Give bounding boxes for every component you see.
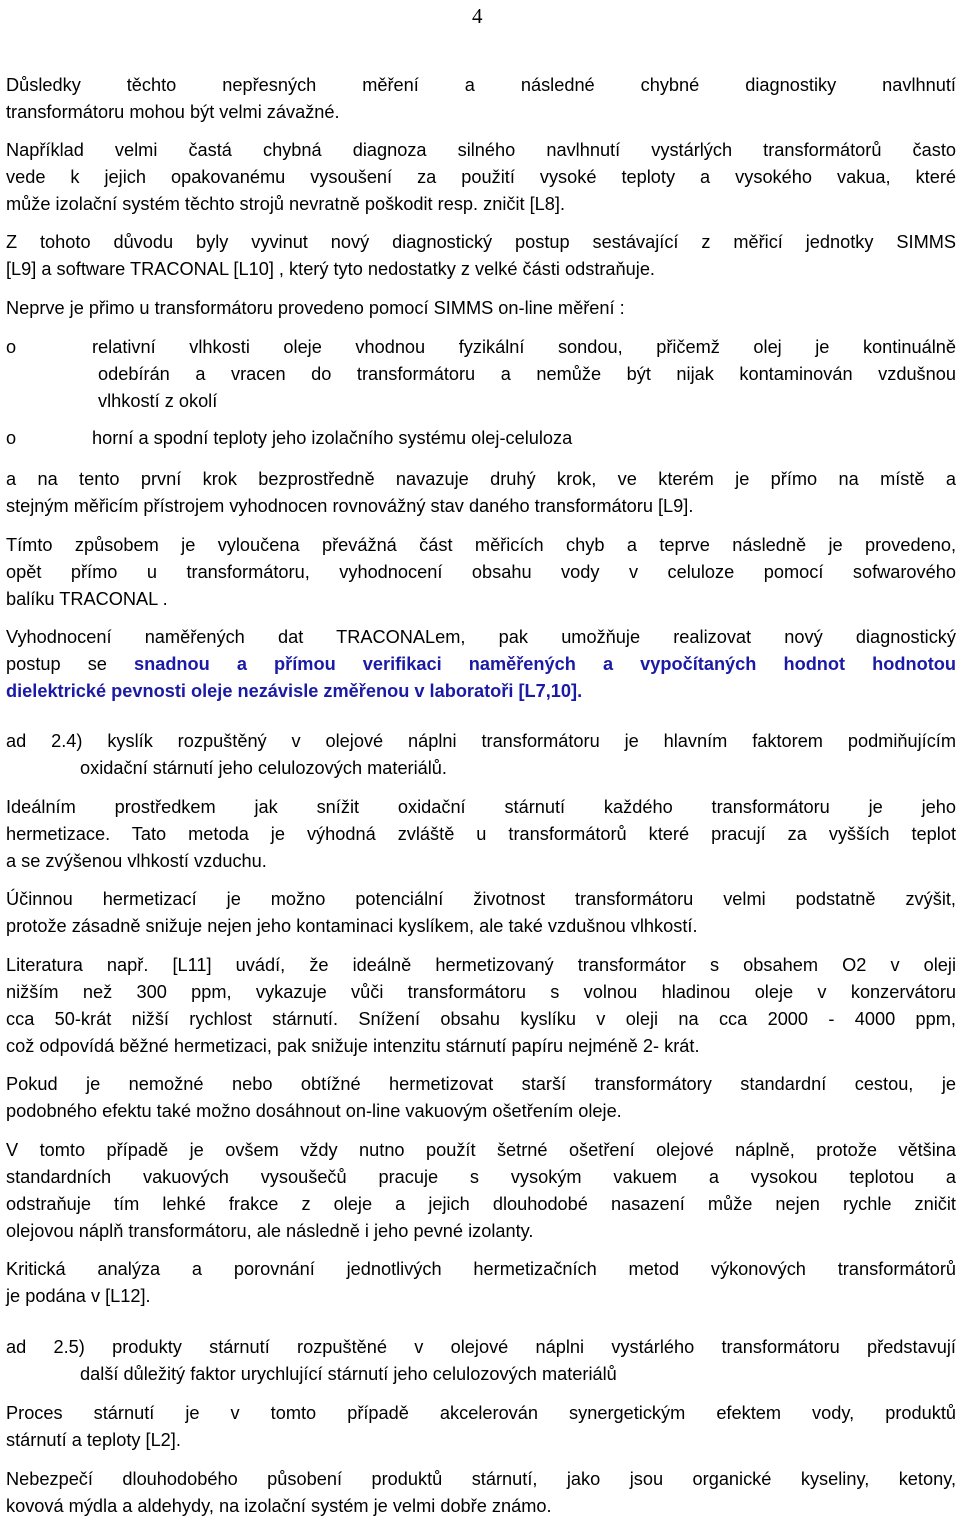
paragraph-gentle-treatment: V tomto případě je ovšem vždy nutno použít šetrné ošetření olejové náplně, protože většina standardních vakuových vysoušečů pracuje s vysokým vakuem a vysokou teplotou a odstraňuje tím lehké frakce z oleje a jejich dlouhodobé nasazení může nejen rychle zničit olejovou náplň transformátoru, ale následně i jeho pevné izolanty. — [6, 1140, 956, 1241]
paragraph-effective-hermetization: Účinnou hermetizací je možno potenciální životnost transformátoru velmi podstatně zvýšit, protože zásadně snižuje nejen jeho kontaminaci kyslíkem, ale také vzdušnou vlhkostí. — [6, 889, 956, 936]
highlight-verification-cont: dielektrické pevnosti oleje nezávisle změřenou v laboratoři [L7,10]. — [6, 681, 583, 701]
bullet-marker: o — [6, 428, 17, 448]
paragraph-consequences: Důsledky těchto nepřesných měření a následné chybné diagnostiky navlhnutí transformátoru mohou být velmi závažné. — [6, 75, 956, 122]
highlight-verification: snadnou a přímou verifikaci naměřených a vypočítaných hodnot hodnotou — [133, 654, 956, 674]
page-number: 4 — [472, 4, 483, 28]
bullet-marker: o — [6, 337, 17, 357]
paragraph-error-elimination: Tímto způsobem je vyloučena převážná část měřicích chyb a teprve následně je provedeno, opět přímo u transformátoru, vyhodnocení obsahu vody v celuloze pomocí sofwarového balíku TRACONAL . — [6, 535, 956, 609]
paragraph-example: Například velmi častá chybná diagnoza silného navlhnutí vystárlých transformátorů často vede k jejich opakovanému vysoušení za použití vysoké teploty a vysokého vakua, které může izolační systém těchto strojů nevratně poškodit resp. zničit [L8]. — [6, 140, 956, 214]
bullet-item-temperature: horní a spodní teploty jeho izolačního systému olej-celuloza — [92, 428, 573, 448]
paragraph-first-step: Neprve je přimo u transformátoru provedeno pomocí SIMMS on-line měření : — [6, 298, 625, 318]
paragraph-second-step: a na tento první krok bezprostředně navazuje druhý krok, ve kterém je přímo na místě a stejným měřicím přístrojem vyhodnocen rovnovážný stav daného transformátoru [L9]. — [6, 469, 956, 516]
paragraph-hermetization: Ideálním prostředkem jak snížit oxidační stárnutí každého transformátoru je jeho hermetizace. Tato metoda je výhodná zvláště u transformátorů které pracují za vyšších teplot a se zvýšenou vlhkostí vzduchu. — [6, 797, 956, 871]
paragraph-aging-process: Proces stárnutí je v tomto případě akcelerován synergetickým efektem vody, produktů stárnutí a teploty [L2]. — [6, 1403, 956, 1450]
bullet-item-humidity: relativní vlhkosti oleje vhodnou fyzikální sondou, přičemž olej je kontinuálně odebírán a vracen do transformátoru a nemůže být nijak kontaminován vzdušnou vlhkostí z okolí — [92, 337, 956, 411]
paragraph-ad-2-5: ad 2.5) produkty stárnutí rozpuštěné v olejové náplni vystárlého transformátoru představují další důležitý faktor urychlující stárnutí jeho celulozových materiálů — [6, 1337, 956, 1384]
paragraph-traconal-evaluation: Vyhodnocení naměřených dat TRACONALem, pak umožňuje realizovat nový diagnostický postup se snadnou a přímou verifikaci naměřených a vypočítaných hodnot hodnotou dielektrické pevnosti oleje nezávisle změřenou v laboratoři [L7,10]. — [6, 624, 956, 705]
paragraph-ad-2-4: ad 2.4) kyslík rozpuštěný v olejové náplni transformátoru je hlavním faktorem podmiňujícím oxidační stárnutí jeho celulozových materiálů. — [6, 731, 956, 778]
paragraph-literature: Literatura např. [L11] uvádí, že ideálně hermetizovaný transformátor s obsahem O2 v oleji nižším než 300 ppm, vykazuje vůči transformátoru s volnou hladinou oleje v konzervátoru cca 50-krát nižší rychlost stárnutí. Snížení obsahu kyslíku v oleji na cca 2000 - 4000 ppm, což odpovídá běžné hermetizaci, pak snižuje intenzitu stárnutí papíru nejméně 2- krát. — [6, 955, 956, 1056]
paragraph-critical-analysis: Kritická analýza a porovnání jednotlivých hermetizačních metod výkonových transformátorů je podána v [L12]. — [6, 1259, 956, 1306]
paragraph-danger: Nebezpečí dlouhodobého působení produktů stárnutí, jako jsou organické kyseliny, ketony, kovová mýdla a aldehydy, na izolační systém je velmi dobře známo. — [6, 1469, 956, 1516]
paragraph-older-transformers: Pokud je nemožné nebo obtížné hermetizovat starší transformátory standardní cestou, je podobného efektu také možno dosáhnout on-line vakuovým ošetřením oleje. — [6, 1074, 956, 1121]
paragraph-new-method: Z tohoto důvodu byly vyvinut nový diagnostický postup sestávající z měřicí jednotky SIMMS [L9] a software TRACONAL [L10] , který tyto nedostatky z velké části odstraňuje. — [6, 232, 956, 279]
